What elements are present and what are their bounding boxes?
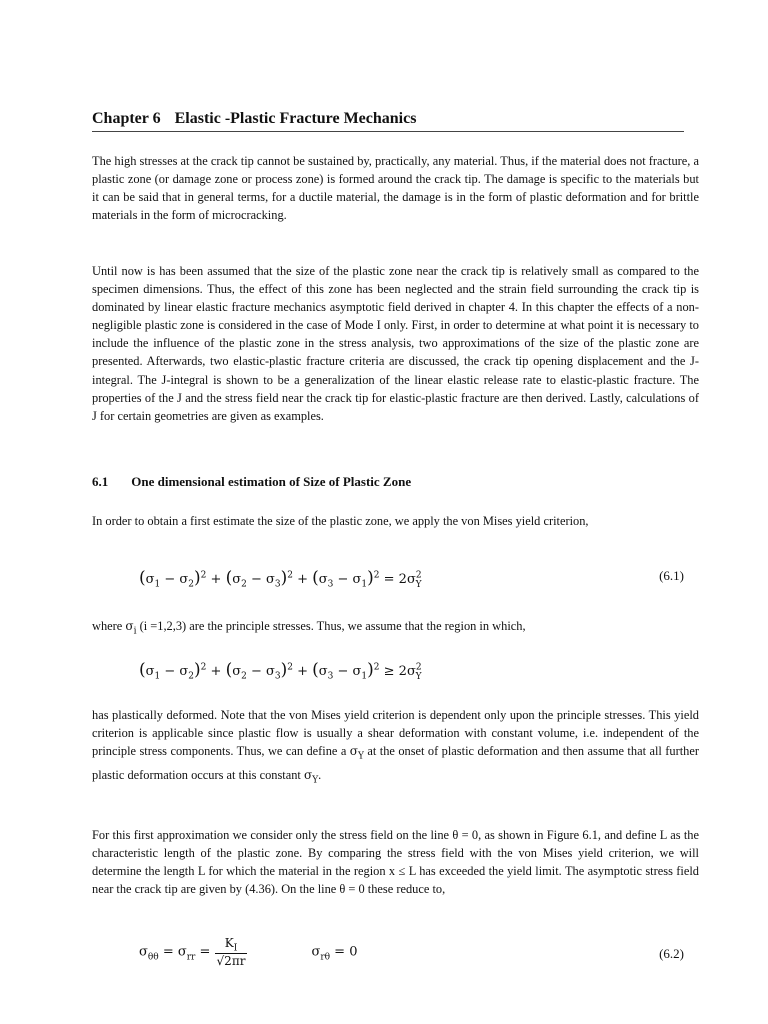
- section-heading: [92, 474, 411, 490]
- paragraph-plastic-deformation: has plastically deformed. Note that the von Mises yield criterion is dependent only upon the principle stresses. This yield criterion is applicable since plastic flow is usually a shear deformation with constant volume, i.e. independent of the principle stress components. Thus, we can define a $\sigma_Y$ at the onset of plastic deformation and then assume that all further plastic deformation occurs at this constant $\sigma_Y$.: [92, 708, 699, 786]
- equation-6-2-body: $\sigma_{\theta\theta} = \sigma_{rr}$ = $\frac{K_I}{√2\pi r}$ $\sigma_{r\theta} = 0$: [139, 936, 358, 969]
- paragraph-first-approximation: For this first approximation we consider only the stress field on the line θ = 0, as shown in Figure 6.1, and define L as the characteristic length of the plastic zone. By comparing the stress field with the von Mises yield criterion, we will determine the length L for which the material in the region x ≤ L has exceeded the yield limit. The asymptotic stress field near the crack tip are given by (4.36). On the line θ = 0 these reduce to,: [92, 828, 699, 897]
- section-number: 6.1: [92, 474, 109, 489]
- chapter-title-text: Elastic -Plastic Fracture Mechanics: [174, 110, 417, 127]
- equation-6-2-number: (6.2): [659, 946, 684, 961]
- sigma-y-symbol: $\sigma_Y$: [349, 744, 364, 762]
- paragraph-von-mises-intro: In order to obtain a first estimate the size of the plastic zone, we apply the von Mises yield criterion,: [92, 514, 589, 528]
- sigma-y-symbol-2: $\sigma_Y$: [303, 767, 319, 786]
- text-plastic-deformation-b: at the onset of plastic deformation and then assume that all further plastic deformation occurs at this constant: [92, 744, 699, 782]
- yield-inequality-body: $(\sigma_1 - \sigma_2)^2 + (\sigma_2 - \sigma_3)^2 + (\sigma_3 - \sigma_1)^2 \ge 2\sigma^2_Y$: [139, 660, 422, 682]
- paragraph-principal-stresses: [92, 617, 699, 640]
- text-plastic-deformation-a: has plastically deformed. Note that the von Mises yield criterion is dependent only upon the principle stresses. This yield criterion is applicable since plastic flow is usually a shear deformation with constant volume, i.e. independent of the principle stress components. Thus, we can define a: [92, 708, 699, 759]
- yield-inequality: [92, 660, 684, 684]
- sigma-i-symbol: $\sigma_i$: [125, 619, 137, 637]
- chapter-number: Chapter 6: [92, 110, 161, 127]
- paragraph-intro: The high stresses at the crack tip cannot be sustained by, practically, any material. Thus, if the material does not fracture, a plastic zone (or damage zone or process zone) is formed around the crack tip. The damage is specific to the materials but it can be said that in general terms, for a ductile material, the damage is in the form of plastic deformation and for brittle materials in the form of microcracking.: [92, 154, 699, 223]
- equation-6-1-number: (6.1): [659, 568, 684, 583]
- paragraph-overview: Until now is has been assumed that the size of the plastic zone near the crack tip is relatively small as compared to the specimen dimensions. Thus, the effect of this zone has been neglected and the strain field surrounding the crack tip is dominated by linear elastic fracture mechanics asymptotic field derived in chapter 4. In this chapter the effects of a non-negligible plastic zone is considered in the case of Mode I only. First, in order to determine at what point it is necessary to include the influence of the plastic zone in the stress analysis, two approximations of the size of the plastic zone are presented. Afterwards, two elastic-plastic fracture criteria are discussed, the crack tip opening displacement and the J-integral. The J-integral is shown to be a generalization of the linear elastic release rate to elastic-plastic fracture. The properties of the J and the stress field near the crack tip for elastic-plastic fracture are then derived. Lastly, calculations of J for certain geometries are given as examples.: [92, 264, 699, 423]
- section-title: One dimensional estimation of Size of Plastic Zone: [131, 474, 412, 489]
- equation-6-1: [92, 568, 684, 592]
- text-where: where: [92, 619, 123, 633]
- equation-6-1-body: $(\sigma_1 - \sigma_2)^2 + (\sigma_2 - \sigma_3)^2 + (\sigma_3 - \sigma_1)^2 = 2\sigma^2_Y$: [139, 568, 422, 590]
- chapter-title: [92, 110, 684, 132]
- equation-6-2: [92, 936, 684, 976]
- fraction-ki-over-sqrt: $\frac{K_I}{√2\pi r}$: [216, 936, 246, 969]
- text-principal-stresses: (i =1,2,3) are the principle stresses. Thus, we assume that the region in which,: [139, 619, 526, 633]
